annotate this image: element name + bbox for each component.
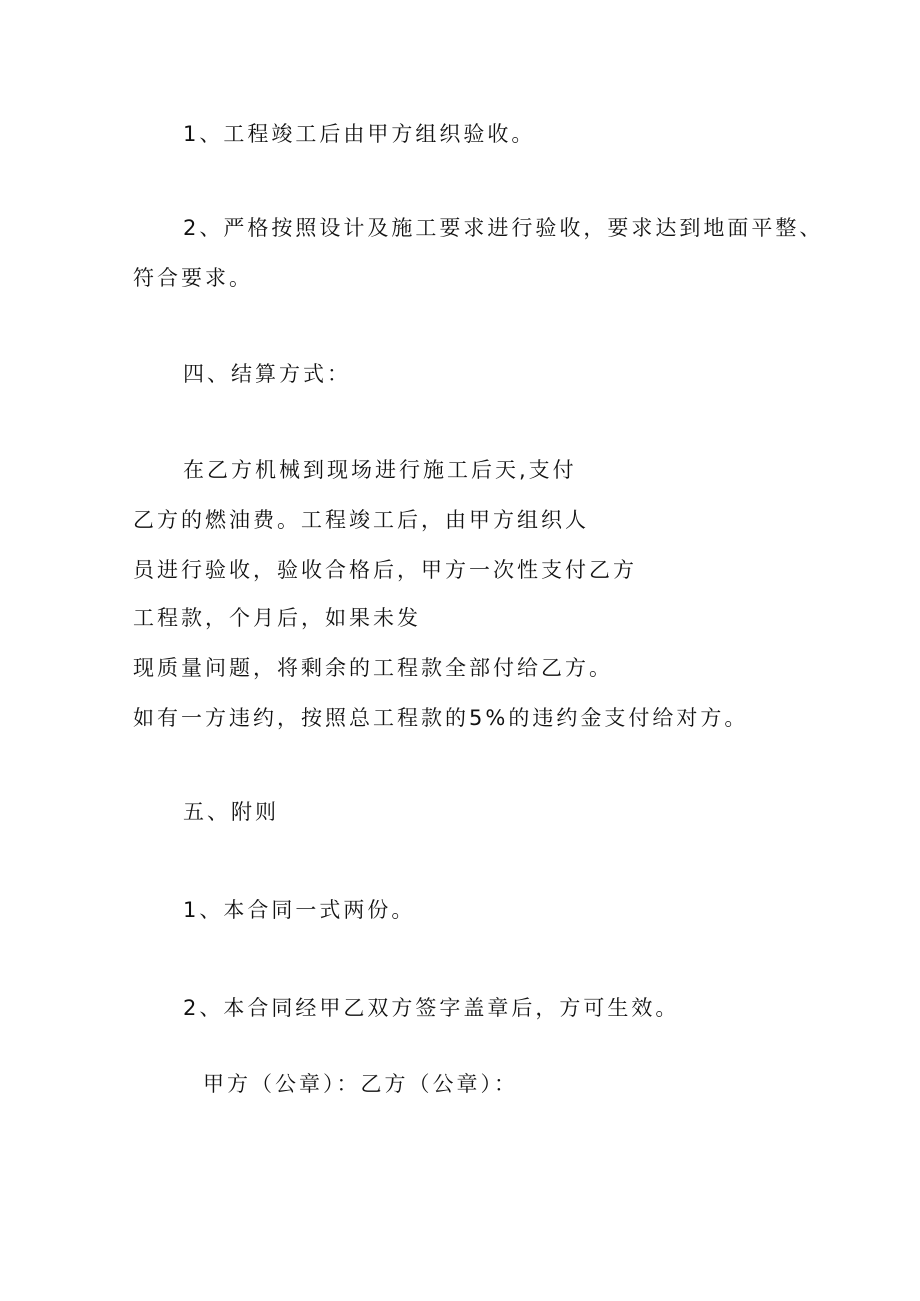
signature-line: 甲方（公章）：乙方（公章）：: [203, 1072, 518, 1096]
acceptance-item-1: 1、工程竣工后由甲方组织验收。: [183, 122, 536, 146]
settlement-paragraph-line-5: 现质量问题，将剩余的工程款全部付给乙方。: [133, 656, 613, 680]
breach-clause: 如有一方违约，按照总工程款的5%的违约金支付给对方。: [133, 706, 749, 730]
appendix-item-1: 1、本合同一式两份。: [183, 898, 416, 922]
settlement-paragraph-line-1: 在乙方机械到现场进行施工后天,支付: [183, 458, 577, 482]
section-heading-settlement: 四、结算方式：: [183, 362, 351, 386]
section-heading-appendix: 五、附则: [183, 800, 279, 824]
appendix-item-2: 2、本合同经甲乙双方签字盖章后，方可生效。: [183, 996, 680, 1020]
settlement-paragraph-line-4: 工程款，个月后，如果未发: [133, 606, 421, 630]
settlement-paragraph-line-2: 乙方的燃油费。工程竣工后，由甲方组织人: [133, 508, 589, 532]
acceptance-item-2-cont: 符合要求。: [133, 266, 253, 290]
acceptance-item-2: 2、严格按照设计及施工要求进行验收，要求达到地面平整、: [183, 216, 824, 240]
settlement-paragraph-line-3: 员进行验收，验收合格后，甲方一次性支付乙方: [133, 558, 637, 582]
